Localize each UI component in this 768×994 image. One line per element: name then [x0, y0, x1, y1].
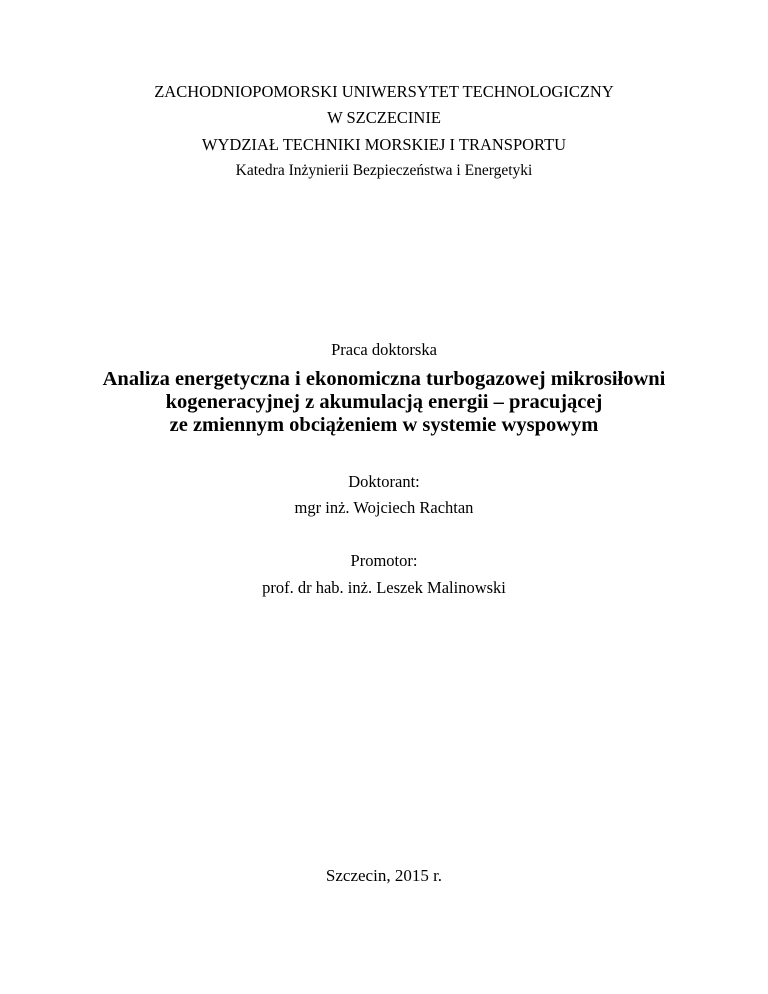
thesis-title-line-3: ze zmiennym obciążeniem w systemie wyspowym [169, 414, 599, 436]
supervisor-role-label: Promotor: [350, 551, 418, 570]
thesis-title-line-2: kogeneracyjnej z akumulacją energii – pracującej [165, 391, 603, 413]
university-city: W SZCZECINIE [327, 108, 441, 127]
university-name: ZACHODNIOPOMORSKI UNIWERSYTET TECHNOLOGICZNY [154, 82, 614, 101]
thesis-title-line-1: Analiza energetyczna i ekonomiczna turbogazowej mikrosiłowni [102, 368, 666, 390]
author-role-label: Doktorant: [348, 472, 420, 491]
place-and-date: Szczecin, 2015 r. [325, 866, 443, 885]
faculty-name: WYDZIAŁ TECHNIKI MORSKIEJ I TRANSPORTU [201, 135, 567, 154]
thesis-type: Praca doktorska [331, 340, 437, 359]
department-name: Katedra Inżynierii Bezpieczeństwa i Energetyki [235, 162, 533, 179]
supervisor-name: prof. dr hab. inż. Leszek Malinowski [262, 578, 506, 597]
author-name: mgr inż. Wojciech Rachtan [294, 498, 474, 517]
